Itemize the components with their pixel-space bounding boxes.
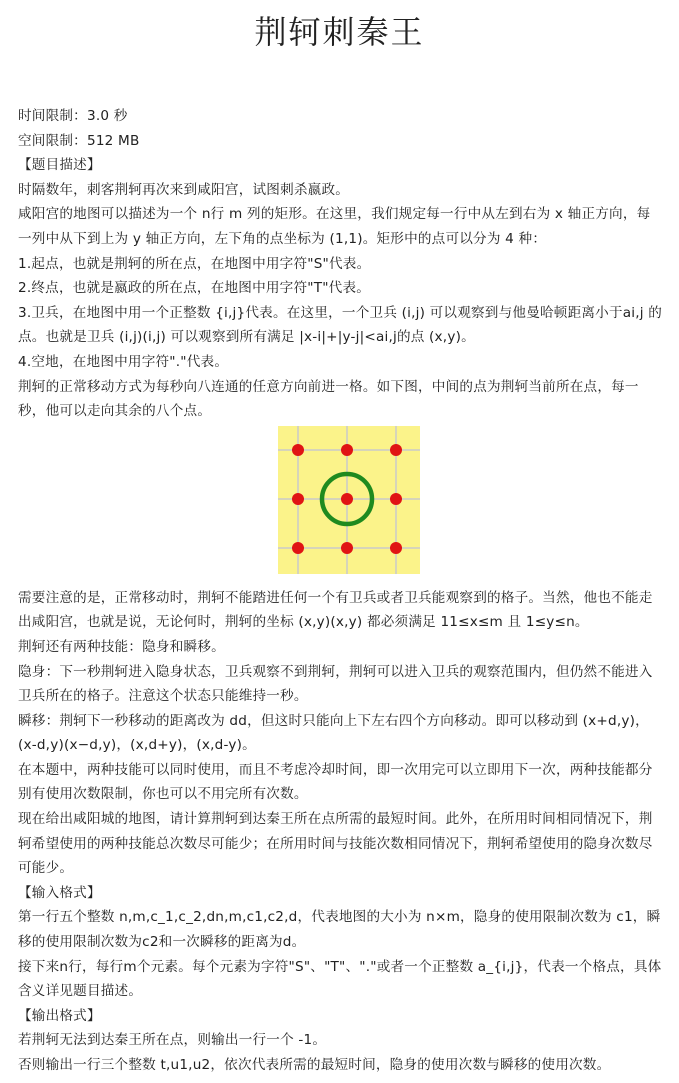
input-format-header: 【输入格式】 (18, 884, 101, 901)
reachable-point (292, 493, 304, 505)
description-header: 【题目描述】 (18, 157, 101, 174)
description-paragraph: 荆轲还有两种技能：隐身和瞬移。 (18, 638, 225, 655)
reachable-point (390, 444, 402, 456)
description-paragraph: 现在给出咸阳城的地图，请计算荆轲到达秦王所在点所需的最短时间。此外，在所用时间相同情况下，荆轲希望使用的两种技能总次数尽可能少；在所用时间与技能次数相同情况下，荆轲希望使用的隐身次数尽可能少。 (18, 811, 653, 877)
output-format-paragraph: 否则输出一行三个整数 t,u1,u2，依次代表所需的最短时间，隐身的使用次数与瞬移的使用次数。 (18, 1057, 611, 1073)
reachable-point (390, 542, 402, 554)
description-paragraph: 2.终点，也就是嬴政的所在点，在地图中用字符"T"代表。 (18, 280, 371, 297)
output-format-paragraph: 若荆轲无法到达秦王所在点，则输出一行一个 -1。 (18, 1032, 327, 1049)
description-paragraph: 需要注意的是，正常移动时，荆轲不能踏进任何一个有卫兵或者卫兵能观察到的格子。当然，他也不能走出咸阳宫，也就是说，无论何时，荆轲的坐标 (x,y)(x,y) 都必须满足 11≤x≤m 且 1≤y≤n。 (18, 589, 653, 631)
output-format-header: 【输出格式】 (18, 1007, 101, 1024)
description-paragraph: 咸阳宫的地图可以描述为一个 n行 m 列的矩形。在这里，我们规定每一行中从左到右为 x 轴正方向，每一列中从下到上为 y 轴正方向，左下角的点坐标为 (1,1)。矩形中的点可以分为 4 种： (18, 206, 651, 247)
description-paragraph: 4.空地，在地图中用字符"."代表。 (18, 353, 229, 370)
time-limit: 时间限制：3.0 秒 (18, 108, 128, 124)
eight-direction-diagram (278, 426, 420, 574)
figure-container (18, 426, 663, 578)
memory-limit: 空间限制：512 MB (18, 132, 140, 149)
description-paragraph: 隐身：下一秒荆轲进入隐身状态，卫兵观察不到荆轲，荆轲可以进入卫兵的观察范围内，但仍然不能进入卫兵所在的格子。注意这个状态只能维持一秒。 (18, 663, 653, 705)
movement-figure (278, 426, 420, 574)
description-paragraph: 3.卫兵，在地图中用一个正整数 {i,j}代表。在这里，一个卫兵 (i,j) 可以观察到与他曼哈顿距离小于ai,j 的点。也就是卫兵 (i,j)(i,j) 可以观察到所有满足 |x-i|+|y-j|<ai,j的点 (x,y)。 (18, 304, 663, 346)
page-title: 荆轲刺秦王 (254, 13, 425, 51)
reachable-point (292, 542, 304, 554)
reachable-point (292, 444, 304, 456)
reachable-point (341, 542, 353, 554)
description-paragraph: 1.起点，也就是荆轲的所在点，在地图中用字符"S"代表。 (18, 255, 371, 272)
description-paragraph: 荆轲的正常移动方式为每秒向八连通的任意方向前进一格。如下图，中间的点为荆轲当前所在点，每一秒，他可以走向其余的八个点。 (18, 378, 639, 420)
reachable-point (341, 444, 353, 456)
description-paragraph: 在本题中，两种技能可以同时使用，而且不考虑冷却时间，即一次用完可以立即用下一次，两种技能都分别有使用次数限制，你也可以不用完所有次数。 (18, 761, 653, 803)
input-format-paragraph: 第一行五个整数 n,m,c_1,c_2,dn,m,c1,c2,d，代表地图的大小为 n×m，隐身的使用限制次数为 c1，瞬移的使用限制次数为c2和一次瞬移的距离为d。 (18, 909, 661, 951)
description-paragraph: 瞬移：荆轲下一秒移动的距离改为 dd，但这时只能向上下左右四个方向移动。即可以移动到 (x+d,y)，(x-d,y)(x−d,y)，(x,d+y)，(x,d-y)。 (18, 712, 649, 754)
reachable-point (390, 493, 402, 505)
input-format-paragraph: 接下来n行，每行m个元素。每个元素为字符"S"、"T"、"."或者一个正整数 a_{i,j}，代表一个格点，具体含义详见题目描述。 (18, 958, 662, 1000)
current-point (341, 493, 353, 505)
problem-body (18, 104, 663, 1078)
description-paragraph: 时隔数年，刺客荆轲再次来到咸阳宫，试图刺杀嬴政。 (18, 181, 350, 198)
